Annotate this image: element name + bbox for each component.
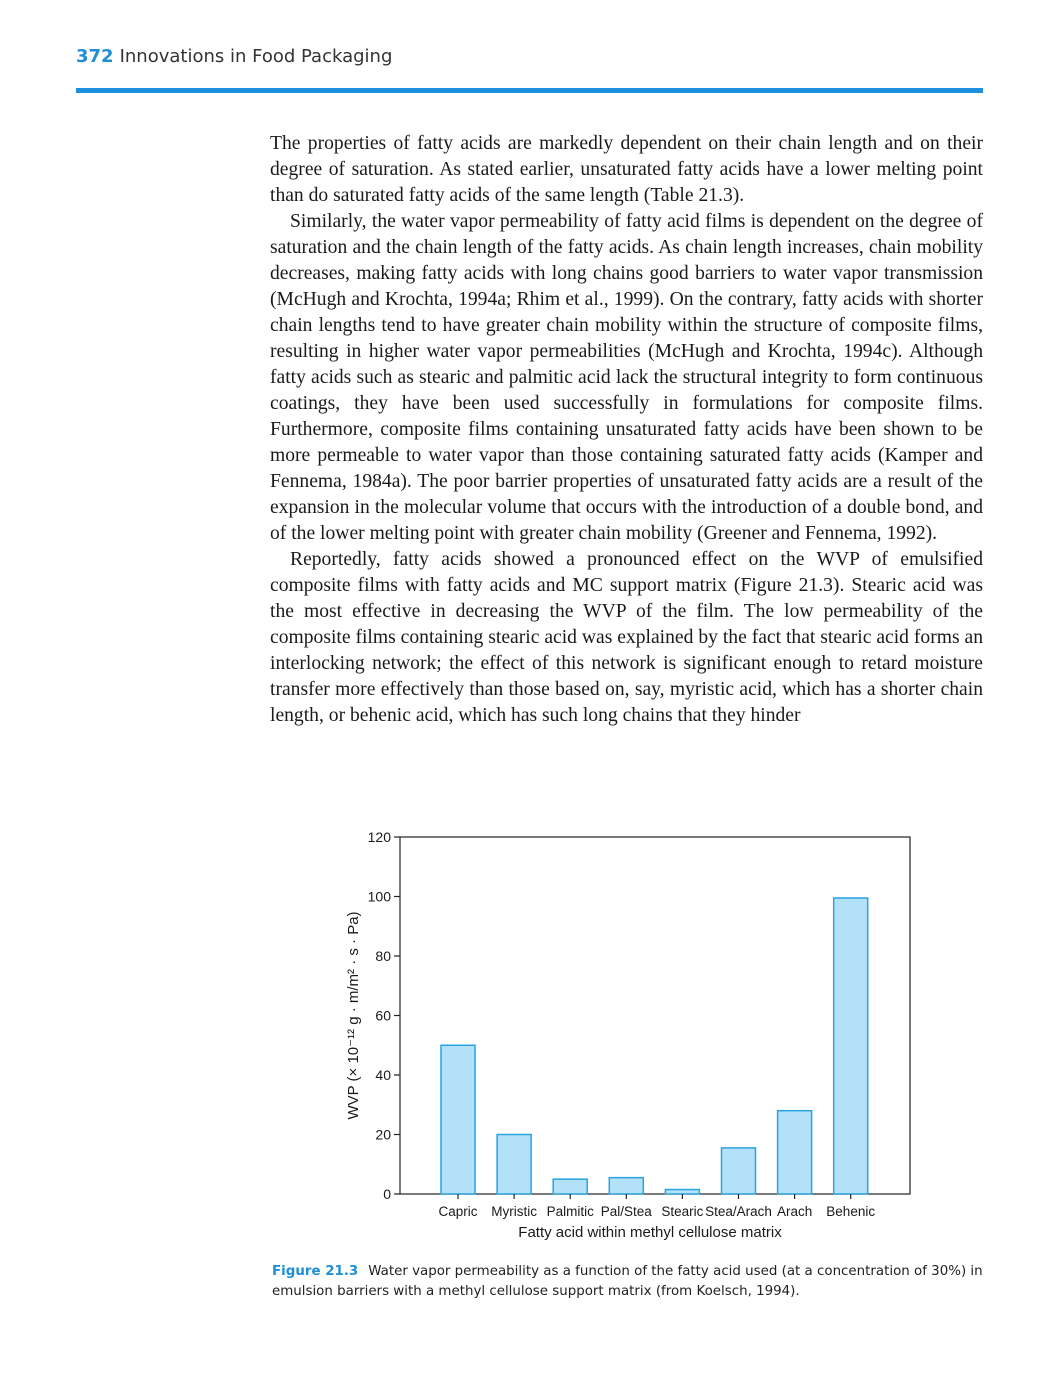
y-tick-label: 120	[367, 829, 391, 845]
y-tick-label: 80	[375, 948, 391, 964]
paragraph-3: Reportedly, fatty acids showed a pronounced effect on the WVP of emulsified composite films with fatty acids and MC support matrix (Figure 21.3). Stearic acid was the most effective in decreasing the WVP of the film. The low permeability of the composite films containing stearic acid was explained by the fact that stearic acid forms an interlocking network; the effect of this network is significant enough to retard moisture transfer more effectively than those based on, say, myristic acid, which has a shorter chain length, or behenic acid, which has such long chains that they hinder	[270, 549, 983, 726]
running-header	[76, 46, 983, 76]
body-text	[270, 131, 983, 729]
x-tick-label: Myristic	[491, 1204, 537, 1219]
y-tick-label: 20	[375, 1126, 391, 1143]
caption-text: Water vapor permeability as a function of the fatty acid used (at a concentration of 30%) in emulsion barriers with a methyl cellulose support matrix (from Koelsch, 1994).	[272, 1264, 983, 1299]
bar-pal-stea	[609, 1178, 643, 1194]
x-tick-label: Stearic	[661, 1204, 704, 1219]
running-title: Innovations in Food Packaging	[119, 46, 393, 67]
bar-stearic	[665, 1190, 699, 1194]
figure-label: Figure 21.3	[272, 1264, 359, 1279]
y-tick-label: 0	[383, 1186, 391, 1202]
x-tick-label: Palmitic	[546, 1204, 594, 1219]
paragraph-1: The properties of fatty acids are markedly dependent on their chain length and on their degree of saturation. As stated earlier, unsaturated fatty acids have a lower melting point than do saturated fatty acids of the same length (Table 21.3).	[270, 133, 983, 206]
y-tick-label: 40	[375, 1067, 391, 1083]
x-axis-title: Fatty acid within methyl cellulose matrix	[518, 1224, 782, 1241]
figure-caption	[272, 1262, 984, 1302]
bar-palmitic	[553, 1179, 587, 1194]
y-tick-label: 100	[367, 888, 391, 905]
bar-stea-arach	[722, 1148, 756, 1194]
bar-behenic	[834, 898, 868, 1194]
y-tick-label: 60	[375, 1007, 391, 1024]
x-tick-label: Capric	[438, 1204, 478, 1219]
x-tick-label: Stea/Arach	[705, 1204, 772, 1219]
paragraph-2: Similarly, the water vapor permeability of fatty acid films is dependent on the degree of saturation and the chain length of the fatty acids. As chain length increases, chain mobility decreases, making fatty acids with long chains good barriers to water vapor transmission (McHugh and Krochta, 1994a; Rhim et al., 1999). On the contrary, fatty acids with shorter chain lengths tend to have greater chain mobility within the structure of composite films, resulting in higher water vapor permeabilities (McHugh and Krochta, 1994c). Although fatty acids such as stearic and palmitic acid lack the structural integrity to form continuous coatings, they have been used successfully in formulations for composite films. Furthermore, composite films containing unsaturated fatty acids have been shown to be more permeable to water vapor than those containing saturated fatty acids (Kamper and Fennema, 1984a). The poor barrier properties of unsaturated fatty acids are a result of the expansion in the molecular volume that occurs with the introduction of a double bond, and of the lower melting point with greater chain mobility (Greener and Fennema, 1992).	[270, 211, 983, 544]
bar-myristic	[497, 1135, 531, 1195]
y-axis-title: WVP (× 10⁻¹² g · m/m² · s · Pa)	[345, 911, 362, 1120]
x-tick-label: Behenic	[826, 1204, 876, 1219]
wvp-bar-chart	[330, 820, 930, 1250]
bar-arach	[778, 1111, 812, 1194]
header-rule	[76, 88, 983, 93]
x-tick-label: Arach	[776, 1204, 813, 1219]
bar-capric	[441, 1045, 475, 1194]
x-tick-label: Pal/Stea	[600, 1204, 652, 1219]
page-number: 372	[76, 46, 114, 67]
